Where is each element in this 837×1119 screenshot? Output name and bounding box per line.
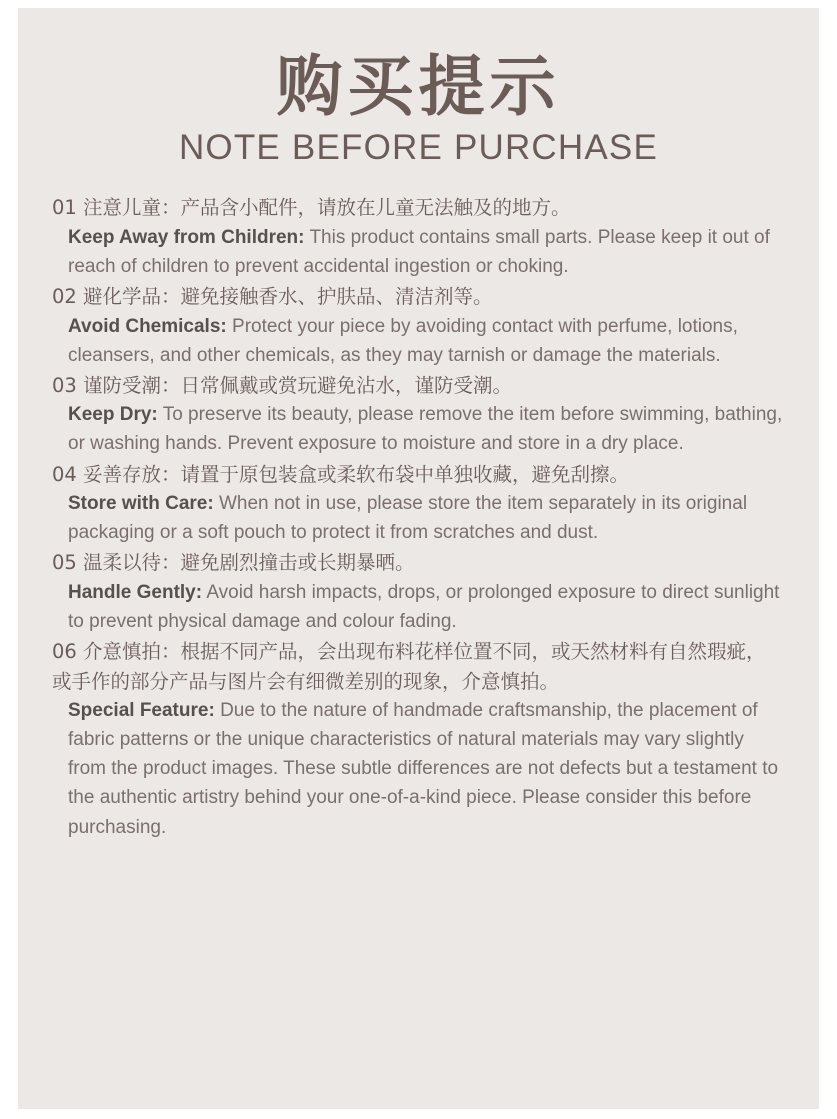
item-number: 06 [52, 640, 77, 664]
notice-list [52, 193, 785, 841]
item-english-line [52, 489, 785, 547]
item-english-label: Avoid Chemicals: [68, 315, 227, 337]
item-number: 05 [52, 551, 77, 575]
notice-panel [18, 8, 819, 1109]
item-english-text: Due to the nature of handmade craftsmanship, the placement of fabric patterns or the unique characteristics of natural materials may vary slightly from the product images. These subtle differences are not defects but a testament to the authentic artistry behind your one-of-a-kind piece. Please consider this before purchasing. [68, 700, 779, 838]
list-item [52, 460, 785, 548]
item-english-text: Avoid harsh impacts, drops, or prolonged exposure to direct sunlight to prevent physical damage and colour fading. [68, 581, 780, 632]
item-chinese-line [52, 548, 785, 578]
page-title-chinese: 购买提示 [276, 48, 561, 125]
item-chinese-text: 注意儿童：产品含小配件，请放在儿童无法触及的地方。 [83, 196, 571, 220]
item-chinese-line [52, 460, 785, 490]
item-chinese-line [52, 282, 785, 312]
item-english-line [52, 578, 785, 636]
page-title-english: NOTE BEFORE PURCHASE [178, 128, 659, 168]
item-english-label: Handle Gently: [68, 581, 203, 603]
list-item [52, 193, 785, 281]
item-english-label: Keep Dry: [68, 404, 158, 426]
item-chinese-text: 介意慎拍：根据不同产品，会出现布料花样位置不同，或天然材料有自然瑕疵，或手作的部分产品与图片会有细微差别的现象，介意慎拍。 [52, 640, 766, 693]
item-chinese-text: 妥善存放：请置于原包装盒或柔软布袋中单独收藏，避免刮擦。 [83, 462, 630, 486]
item-number: 01 [52, 196, 77, 220]
item-english-label: Keep Away from Children: [68, 226, 305, 248]
item-chinese-text: 温柔以待：避免剧烈撞击或长期暴晒。 [83, 551, 415, 575]
list-item [52, 548, 785, 636]
item-chinese-line [52, 371, 785, 401]
item-english-label: Special Feature: [68, 700, 215, 722]
item-english-line [52, 312, 785, 370]
item-number: 02 [52, 285, 77, 309]
item-english-text: To preserve its beauty, please remove the item before swimming, bathing, or washing hands. Prevent exposure to moisture and store in a dry place. [68, 404, 783, 455]
item-chinese-line [52, 193, 785, 223]
item-english-text: Protect your piece by avoiding contact with perfume, lotions, cleansers, and other chemicals, as they may tarnish or damage the materials. [68, 315, 738, 366]
item-chinese-text: 避化学品：避免接触香水、护肤品、清洁剂等。 [83, 285, 493, 309]
item-english-text: When not in use, please store the item separately in its original packaging or a soft pouch to protect it from scratches and dust. [68, 493, 748, 544]
item-english-line [52, 223, 785, 281]
item-english-line [52, 400, 785, 458]
list-item [52, 371, 785, 459]
item-number: 03 [52, 373, 77, 397]
item-english-text: This product contains small parts. Please keep it out of reach of children to prevent accidental ingestion or choking. [68, 226, 770, 277]
item-chinese-text: 谨防受潮：日常佩戴或赏玩避免沾水，谨防受潮。 [83, 373, 513, 397]
item-chinese-line [52, 637, 785, 696]
list-item [52, 282, 785, 370]
item-english-line [52, 696, 785, 841]
list-item [52, 637, 785, 842]
item-english-label: Store with Care: [68, 493, 214, 515]
item-number: 04 [52, 462, 77, 486]
